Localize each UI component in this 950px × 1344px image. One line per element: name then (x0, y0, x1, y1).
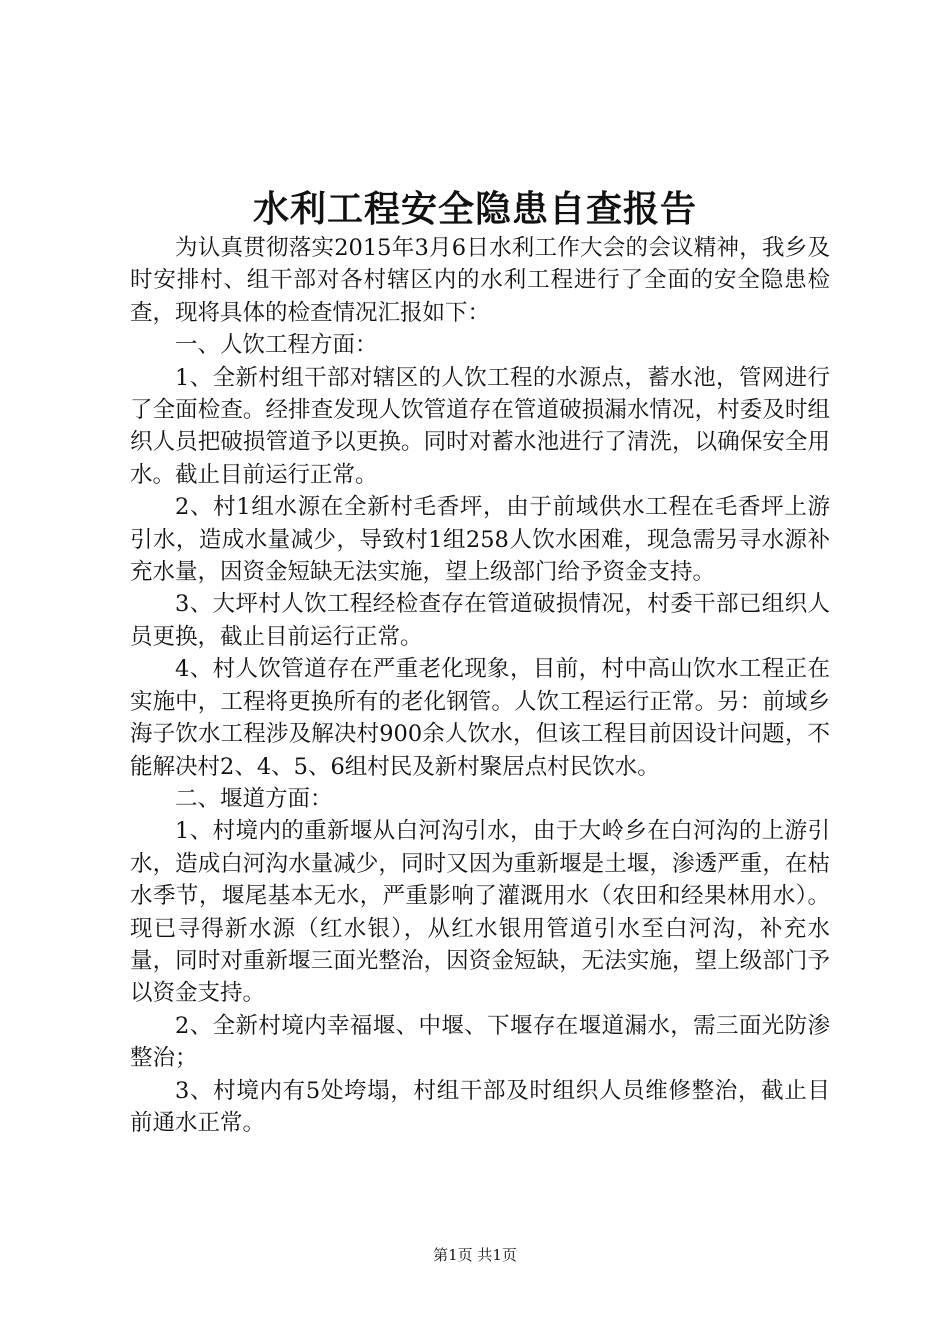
document-body (130, 232, 830, 1139)
paragraph-item: 3、村境内有5处垮塌，村组干部及时组织人员维修整治，截止目前通水正常。 (130, 1077, 830, 1136)
section-heading-weir-channels: 二、堰道方面： (175, 785, 333, 812)
paragraph-item: 1、村境内的重新堰从白河沟引水，由于大岭乡在白河沟的上游引水，造成白河沟水量减少，同时又因为重新堰是土堰，渗透严重，在枯水季节，堰尾基本无水，严重影响了灌溉用水（农田和经果林用水）。现已寻得新水源（红水银），从红水银用管道引水至白河沟，补充水量，同时对重新堰三面光整治，因资金短缺，无法实施，望上级部门予以资金支持。 (130, 818, 830, 1007)
paragraph-item: 1、全新村组干部对辖区的人饮工程的水源点，蓄水池，管网进行了全面检查。经排查发现人饮管道存在管道破损漏水情况，村委及时组织人员把破损管道予以更换。同时对蓄水池进行了清洗，以确保安全用水。截止目前运行正常。 (130, 364, 830, 488)
document-title: 水利工程安全隐患自查报告 (252, 188, 697, 230)
paragraph-intro: 为认真贯彻落实2015年3月6日水利工作大会的会议精神，我乡及时安排村、组干部对各村辖区内的水利工程进行了全面的安全隐患检查，现将具体的检查情况汇报如下： (130, 235, 830, 326)
paragraph-item: 4、村人饮管道存在严重老化现象，目前，村中高山饮水工程正在实施中，工程将更换所有的老化钢管。人饮工程运行正常。另：前域乡海子饮水工程涉及解决村900余人饮水，但该工程目前因设计问题，不能解决村2、4、5、6组村民及新村聚居点村民饮水。 (130, 656, 830, 780)
paragraph-item: 2、全新村境内幸福堰、中堰、下堰存在堰道漏水，需三面光防渗整治； (130, 1012, 830, 1072)
page-footer: 第1页 共1页 (433, 1246, 517, 1264)
paragraph-item: 2、村1组水源在全新村毛香坪，由于前域供水工程在毛香坪上游引水，造成水量减少，导致村1组258人饮水困难，现急需另寻水源补充水量，因资金短缺无法实施，望上级部门给予资金支持。 (130, 494, 830, 586)
section-heading-drinking-water: 一、人饮工程方面： (175, 332, 378, 359)
paragraph-item: 3、大坪村人饮工程经检查存在管道破损情况，村委干部已组织人员更换，截止目前运行正常。 (130, 591, 830, 650)
